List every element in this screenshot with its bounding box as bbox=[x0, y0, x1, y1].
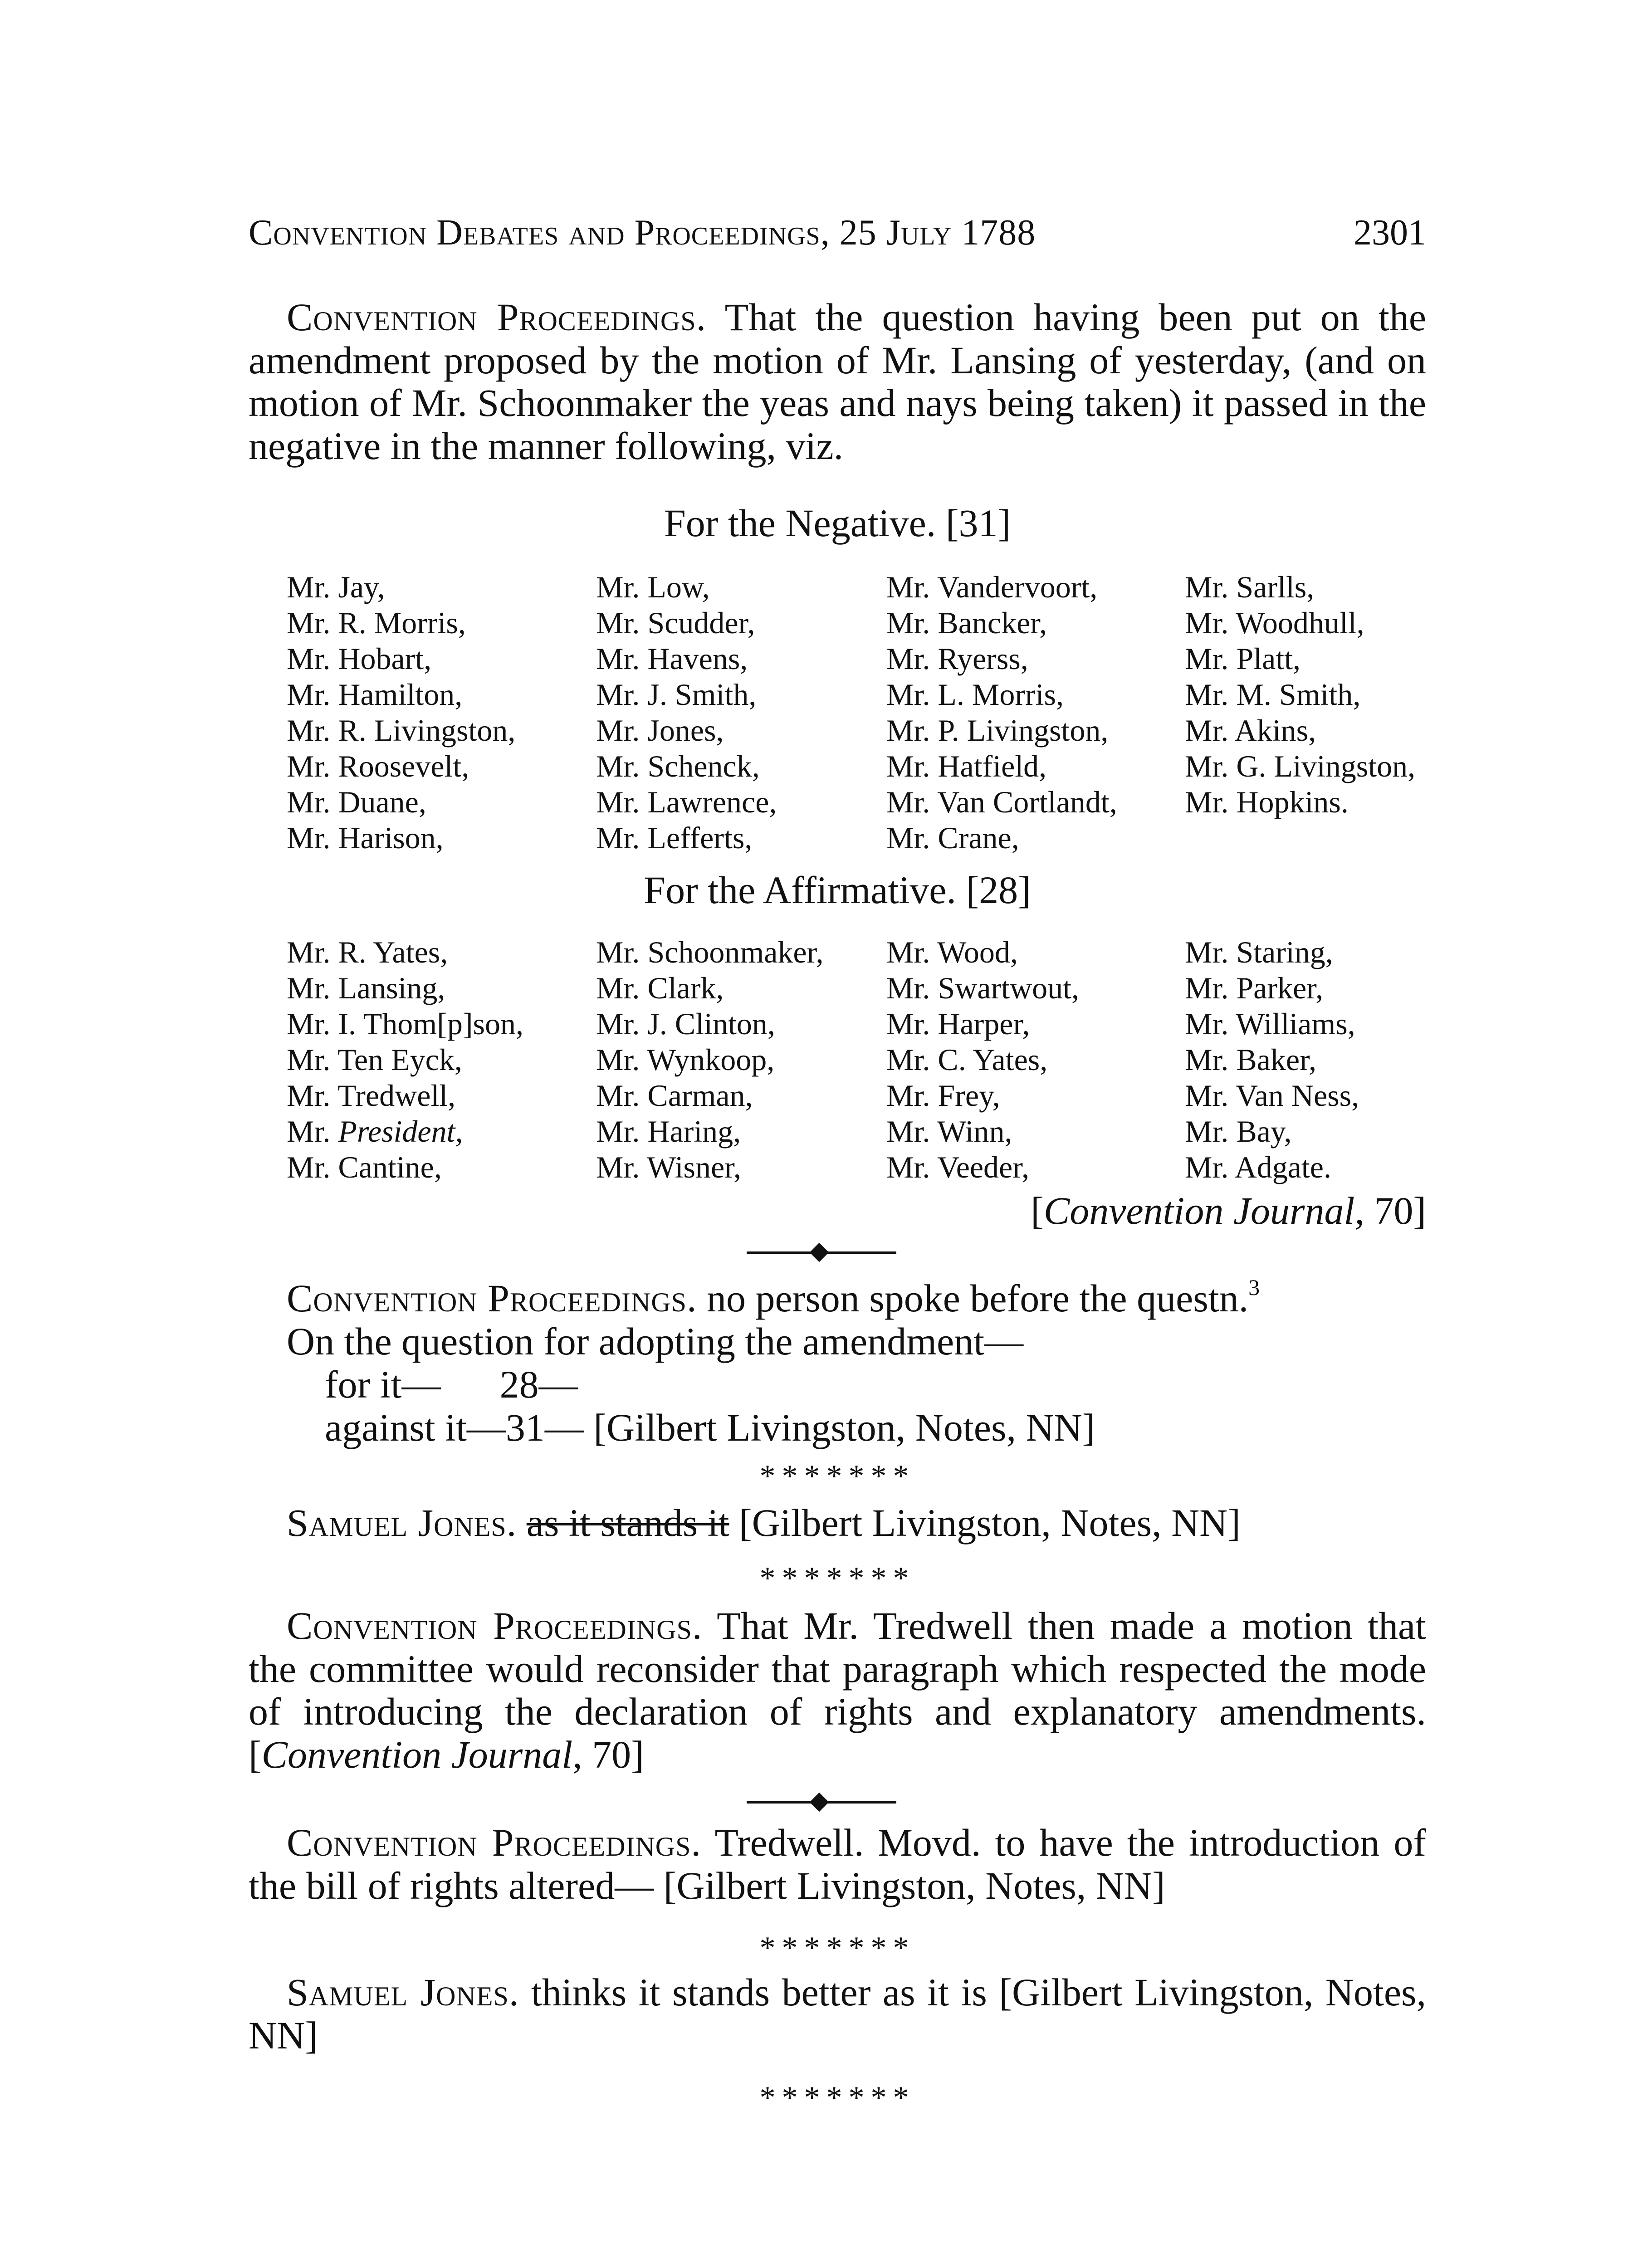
paragraph-text: That the question having been put on the amendment proposed by the motion of Mr. Lansing of yesterday, (and on motion of Mr. Schoonmaker the yeas and nays being taken) it passed in the negative in the manner following, viz. bbox=[249, 295, 1426, 468]
roll-name: Mr. Parker, bbox=[1185, 971, 1324, 1005]
negative-heading: For the Negative. [31] bbox=[664, 501, 1011, 545]
running-head-title: Convention Debates and Proceedings, 25 July 1788 bbox=[249, 213, 1036, 253]
roll-name: Mr. J. Smith, bbox=[596, 677, 757, 712]
paragraph-proceedings-2-line-2: On the question for adopting the amendment— bbox=[287, 1320, 1024, 1363]
affirmative-column-4 bbox=[1185, 934, 1359, 1185]
section-divider-ornament bbox=[747, 1243, 896, 1261]
roll-name: Mr. Schoonmaker, bbox=[596, 935, 824, 969]
roll-name: Mr. Lansing, bbox=[287, 971, 445, 1005]
negative-column-1 bbox=[287, 569, 515, 856]
speaker-label: Samuel Jones. bbox=[287, 1501, 517, 1545]
roll-name: Mr. Ryerss, bbox=[886, 641, 1028, 676]
roll-name: Mr. Baker, bbox=[1185, 1042, 1316, 1077]
roll-name: Mr. Hopkins. bbox=[1185, 785, 1349, 819]
roll-name: Mr. Akins, bbox=[1185, 713, 1316, 748]
roll-name: Mr. Vandervoort, bbox=[886, 570, 1098, 604]
roll-name: Mr. Sarlls, bbox=[1185, 570, 1315, 604]
speaker-label: Convention Proceedings. bbox=[287, 1821, 702, 1864]
section-divider-ornament bbox=[747, 1793, 896, 1811]
roll-name: Mr. Schenck, bbox=[596, 749, 760, 783]
roll-name: Mr. Scudder, bbox=[596, 606, 755, 640]
speaker-label: Samuel Jones. bbox=[287, 1970, 519, 2014]
asterisk-separator: ******* bbox=[759, 1931, 915, 1965]
roll-name: Mr. Bay, bbox=[1185, 1114, 1292, 1149]
asterisk-separator: ******* bbox=[759, 1459, 915, 1494]
roll-name: Mr. Woodhull, bbox=[1185, 606, 1364, 640]
roll-name: Mr. L. Morris, bbox=[886, 677, 1064, 712]
journal-title: Convention Journal, bbox=[261, 1732, 582, 1776]
roll-name: Mr. Williams, bbox=[1185, 1007, 1355, 1041]
roll-name: Mr. Wisner, bbox=[596, 1150, 742, 1184]
roll-name: Mr. Roosevelt, bbox=[287, 749, 469, 783]
roll-name: Mr. Hatfield, bbox=[886, 749, 1047, 783]
roll-name: Mr. R. Morris, bbox=[287, 606, 466, 640]
roll-name: Mr. Harper, bbox=[886, 1007, 1030, 1041]
paragraph-proceedings-2-line-1: Convention Proceedings. no person spoke before the questn.$^3$ bbox=[287, 1275, 1260, 1320]
struck-text: as it stands it bbox=[526, 1501, 729, 1545]
affirmative-column-2 bbox=[596, 934, 824, 1185]
roll-name: Mr. Low, bbox=[596, 570, 710, 604]
roll-name: Mr. Havens, bbox=[596, 641, 748, 676]
roll-name: Mr. Haring, bbox=[596, 1114, 741, 1149]
negative-column-3 bbox=[886, 569, 1117, 856]
president-italic: President, bbox=[338, 1114, 463, 1149]
roll-name-president: Mr. President, bbox=[287, 1114, 463, 1149]
roll-name: Mr. Cantine, bbox=[287, 1150, 442, 1184]
vote-against-line: against it—31— [Gilbert Livingston, Notes, NN] bbox=[325, 1406, 1095, 1449]
roll-name: Mr. Bancker, bbox=[886, 606, 1047, 640]
roll-name: Mr. Van Cortlandt, bbox=[886, 785, 1117, 819]
roll-name: Mr. C. Yates, bbox=[886, 1042, 1048, 1077]
roll-name: Mr. Winn, bbox=[886, 1114, 1012, 1149]
affirmative-column-3 bbox=[886, 934, 1079, 1185]
roll-name: Mr. Platt, bbox=[1185, 641, 1301, 676]
affirmative-heading: For the Affirmative. [28] bbox=[644, 868, 1031, 912]
roll-name: Mr. Hobart, bbox=[287, 641, 432, 676]
roll-name: Mr. Wood, bbox=[886, 935, 1018, 969]
roll-name: Mr. R. Yates, bbox=[287, 935, 448, 969]
roll-name: Mr. Tredwell, bbox=[287, 1078, 456, 1113]
speaker-label: Convention Proceedings. bbox=[287, 1276, 697, 1320]
roll-name: Mr. Van Ness, bbox=[1185, 1078, 1359, 1113]
roll-name: Mr. Jones, bbox=[596, 713, 724, 748]
roll-name: Mr. Harison, bbox=[287, 821, 444, 855]
roll-name: Mr. Veeder, bbox=[886, 1150, 1030, 1184]
roll-name: Mr. M. Smith, bbox=[1185, 677, 1361, 712]
negative-roll bbox=[287, 569, 1448, 860]
roll-name: Mr. Staring, bbox=[1185, 935, 1333, 969]
roll-name: Mr. Hamilton, bbox=[287, 677, 463, 712]
paragraph-proceedings-3: Convention Proceedings. That Mr. Tredwell then made a motion that the committee would reconsider that paragraph which respected the mode of introducing the declaration of rights and explanatory amendments. [Convention Journal, 70] bbox=[249, 1604, 1427, 1776]
roll-name: Mr. P. Livingston, bbox=[886, 713, 1109, 748]
diamond-ornament-icon bbox=[810, 1793, 829, 1812]
paragraph-proceedings-4: Convention Proceedings. Tredwell. Movd. to have the introduction of the bill of rights altered— [Gilbert Livingston, Notes, NN] bbox=[249, 1821, 1426, 1907]
affirmative-column-1 bbox=[287, 934, 523, 1185]
speaker-label: Convention Proceedings. bbox=[287, 1604, 703, 1647]
citation-convention-journal: [Convention Journal, 70] bbox=[1031, 1189, 1426, 1232]
roll-name: Mr. Frey, bbox=[886, 1078, 1000, 1113]
roll-name: Mr. Swartwout, bbox=[886, 971, 1079, 1005]
asterisk-separator: ******* bbox=[759, 1561, 915, 1596]
roll-name: Mr. Lawrence, bbox=[596, 785, 777, 819]
roll-name: Mr. J. Clinton, bbox=[596, 1007, 775, 1041]
page-number: 2301 bbox=[1354, 213, 1426, 253]
negative-column-4 bbox=[1185, 569, 1415, 820]
asterisk-separator: ******* bbox=[759, 2080, 915, 2115]
diamond-ornament-icon bbox=[810, 1243, 829, 1262]
roll-name: Mr. I. Thom[p]son, bbox=[287, 1007, 523, 1041]
footnote-marker: 3 bbox=[1248, 1275, 1260, 1300]
roll-name: Mr. R. Livingston, bbox=[287, 713, 516, 748]
running-head bbox=[249, 212, 1426, 253]
roll-name: Mr. G. Livingston, bbox=[1185, 749, 1416, 783]
affirmative-roll bbox=[287, 934, 1448, 1188]
paragraph-proceedings-1 bbox=[249, 296, 1426, 467]
roll-name: Mr. Duane, bbox=[287, 785, 426, 819]
speaker-label: Convention Proceedings. bbox=[287, 295, 707, 339]
roll-name: Mr. Adgate. bbox=[1185, 1150, 1331, 1184]
journal-title: Convention Journal, bbox=[1043, 1189, 1364, 1232]
roll-name: Mr. Jay, bbox=[287, 570, 385, 604]
paragraph-samuel-jones-1: Samuel Jones. as it stands it [Gilbert Livingston, Notes, NN] bbox=[287, 1501, 1241, 1545]
paragraph-samuel-jones-2: Samuel Jones. thinks it stands better as it is [Gilbert Livingston, Notes, NN] bbox=[249, 1970, 1427, 2057]
roll-name: Mr. Ten Eyck, bbox=[287, 1042, 462, 1077]
roll-name: Mr. Clark, bbox=[596, 971, 724, 1005]
roll-name: Mr. Crane, bbox=[886, 821, 1019, 855]
roll-name: Mr. Carman, bbox=[596, 1078, 753, 1113]
negative-column-2 bbox=[596, 569, 777, 856]
roll-name: Mr. Lefferts, bbox=[596, 821, 753, 855]
vote-for-line: for it— 28— bbox=[325, 1363, 578, 1406]
roll-name: Mr. Wynkoop, bbox=[596, 1042, 775, 1077]
